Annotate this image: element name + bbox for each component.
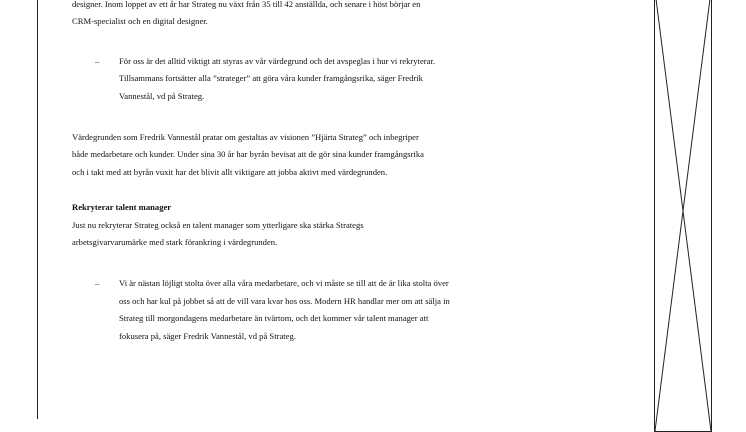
section-heading: Rekryterar talent manager — [72, 202, 172, 213]
paragraph-line: både medarbetare och kunder. Under sina 30 år har byrån bevisat att de gör sina kunder framgångsrika — [72, 149, 424, 160]
quote-line: Vannestål, vd på Strateg. — [119, 90, 205, 101]
paragraph-line: Värdegrunden som Fredrik Vannestål pratar om gestaltas av visionen ”Hjärta Strateg” och inbegriper — [72, 132, 419, 143]
quote-line: Vi är nästan löjligt stolta över alla våra medarbetare, och vi måste se till att de är lika stolta över — [119, 278, 449, 289]
quote-line: fokusera på, säger Fredrik Vannestål, vd på Strateg. — [119, 330, 296, 341]
quote-line: oss och har kul på jobbet så att de vill vara kvar hos oss. Modern HR handlar mer om att sälja in — [119, 295, 450, 306]
paragraph-line: Just nu rekryterar Strateg också en talent manager som ytterligare ska stärka Strategs — [72, 219, 364, 230]
page-left-border — [37, 0, 38, 419]
quote-line: Strateg till morgondagens medarbetare än tvärtom, och det kommer vår talent manager att — [119, 313, 429, 324]
paragraph-line: arbetsgivarvarumärke med stark förankring i värdegrunden. — [72, 237, 278, 248]
quote-block — [95, 53, 609, 105]
paragraph-line: CRM-specialist och en digital designer. — [72, 16, 208, 27]
paragraph-line: designer. Inom loppet av ett år har Strateg nu växt från 35 till 42 anställda, och senare i höst börjar en — [72, 0, 421, 9]
quote-dash: – — [95, 278, 100, 289]
placeholder-cross — [655, 0, 711, 431]
paragraph-line: och i takt med att byrån vuxit har det blivit allt viktigare att jobba aktivt med värdegrunden. — [72, 166, 388, 177]
quote-line: Tillsammans fortsätter alla ”strateger” att göra våra kunder framgångsrika, säger Fredrik — [119, 73, 423, 84]
quote-dash: – — [95, 55, 100, 66]
image-placeholder — [654, 0, 712, 432]
quote-block — [95, 275, 609, 345]
article-body — [72, 0, 632, 345]
quote-line: För oss är det alltid viktigt att styras av vår värdegrund och det avspeglas i hur vi rekryterar. — [119, 55, 435, 66]
